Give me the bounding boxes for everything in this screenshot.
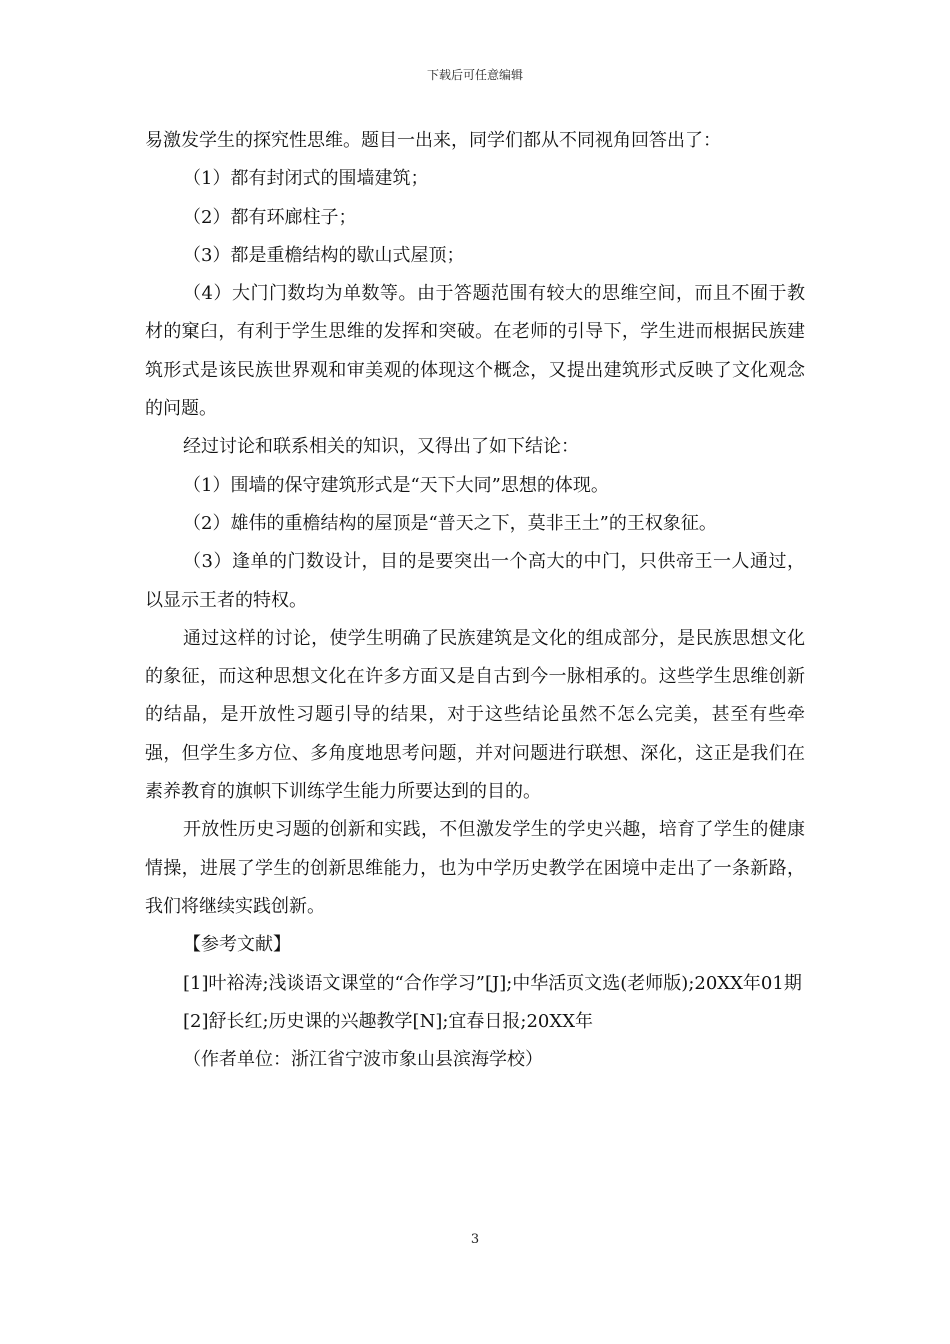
paragraph: 通过这样的讨论，使学生明确了民族建筑是文化的组成部分，是民族思想文化的象征，而这种思想文化在许多方面又是自古到今一脉相承的。这些学生思维创新的结晶，是开放性习题引导的结果，对于这些结论虽然不怎么完美，甚至有些牵强，但学生多方位、多角度地思考问题，并对问题进行联想、深化，这正是我们在素养教育的旗帜下训练学生能力所要达到的目的。 bbox=[145, 627, 805, 803]
list-item: （1）围墙的保守建筑形式是“天下大同”思想的体现。 bbox=[183, 474, 609, 496]
author-affiliation: （作者单位：浙江省宁波市象山县滨海学校） bbox=[183, 1049, 543, 1071]
reference-item: [1]叶裕涛;浅谈语文课堂的“合作学习”[J];中华活页文选(老师版);20XX年01期 bbox=[183, 972, 802, 994]
paragraph: （4）大门门数均为单数等。由于答题范围有较大的思维空间，而且不囿于教材的窠臼，有利于学生思维的发挥和突破。在老师的引导下，学生进而根据民族建筑形式是该民族世界观和审美观的体现这个概念，又提出建筑形式反映了文化观念的问题。 bbox=[145, 283, 805, 420]
list-item: （2）都有环廊柱子； bbox=[183, 206, 357, 228]
references-heading: 【参考文献】 bbox=[183, 934, 291, 956]
document-body bbox=[145, 122, 805, 1079]
page-header: 下载后可任意编辑 bbox=[426, 68, 523, 82]
list-item: （2）雄伟的重檐结构的屋顶是“普天之下，莫非王土”的王权象征。 bbox=[183, 512, 717, 534]
paragraph: 易激发学生的探究性思维。题目一出来，同学们都从不同视角回答出了： bbox=[145, 130, 721, 151]
paragraph: 经过讨论和联系相关的知识，又得出了如下结论： bbox=[183, 436, 579, 458]
page-number: 3 bbox=[470, 1232, 480, 1247]
reference-item: [2]舒长红;历史课的兴趣教学[N];宜春日报;20XX年 bbox=[183, 1010, 594, 1032]
list-item: （3）都是重檐结构的歇山式屋顶； bbox=[183, 244, 465, 266]
paragraph: （3）逢单的门数设计，目的是要突出一个高大的中门，只供帝王一人通过，以显示王者的特权。 bbox=[145, 551, 805, 611]
list-item: （1）都有封闭式的围墙建筑； bbox=[183, 168, 429, 190]
paragraph: 开放性历史习题的创新和实践，不但激发学生的学史兴趣，培育了学生的健康情操，进展了学生的创新思维能力，也为中学历史教学在困境中走出了一条新路，我们将继续实践创新。 bbox=[145, 819, 805, 917]
